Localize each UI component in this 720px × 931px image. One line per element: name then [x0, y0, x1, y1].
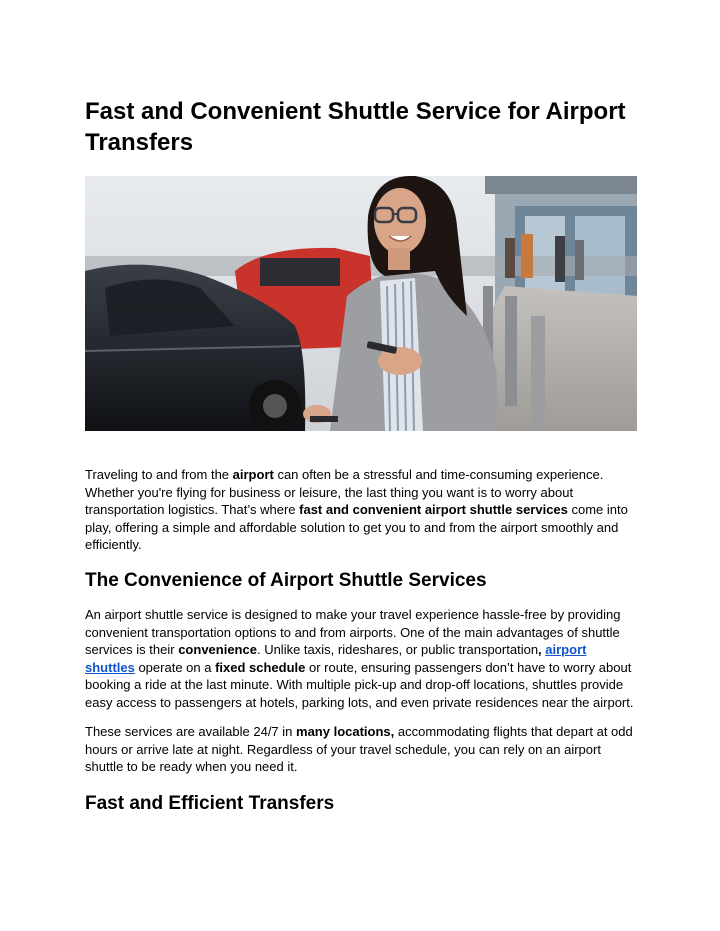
convenience-bold-comma: ,: [538, 642, 546, 657]
convenience-text-4: or route, ensuring passengers don’t have to worry about booking a ride at the last minute. With multiple pick-up and drop-off locations, shuttles provide easy access to passengers at hotels, parking lots, and even private residences near the airport.: [85, 659, 634, 710]
section-heading-transfers: Fast and Efficient Transfers: [85, 793, 335, 814]
convenience-text-2: . Unlike taxis, rideshares, or public transportation: [256, 642, 539, 657]
page-title: Fast and Convenient Shuttle Service for Airport Transfers: [85, 98, 626, 156]
convenience-text-3: operate on a: [134, 659, 216, 675]
convenience-bold: convenience: [178, 642, 257, 657]
convenience-paragraph: [85, 606, 637, 711]
intro-bold-services: fast and convenient airport shuttle services: [299, 502, 568, 517]
convenience-text-1: An airport shuttle service is designed to make your travel experience hassle-free by providing convenient transportation options to and from airports. One of the main advantages of shuttle services is their: [85, 607, 621, 657]
hero-image: [85, 176, 637, 431]
airport-shuttles-link[interactable]: airport shuttles: [85, 642, 587, 675]
intro-paragraph: [85, 466, 637, 554]
intro-bold-airport: airport: [232, 467, 274, 482]
many-locations-bold: many locations,: [296, 724, 395, 739]
intro-text-2: can often be a stressful and time-consuming experience. Whether you're flying for business or leisure, the last thing you want is to worry about transportation logistics. That’s where: [85, 467, 604, 517]
availability-text-2: accommodating flights that depart at odd hours or arrive late at night. Regardless of your travel schedule, you can rely on an airport shuttle to be ready when you need it.: [85, 724, 633, 774]
fixed-schedule-bold: fixed schedule: [215, 659, 306, 675]
intro-text-3: come into play, offering a simple and affordable solution to get you to and from the airport smoothly and efficiently.: [85, 502, 628, 552]
intro-text-1: Traveling to and from the: [85, 467, 233, 482]
availability-paragraph: [85, 723, 637, 776]
section-heading-convenience: The Convenience of Airport Shuttle Services: [85, 570, 487, 591]
availability-text-1: These services are available 24/7 in: [85, 724, 297, 739]
